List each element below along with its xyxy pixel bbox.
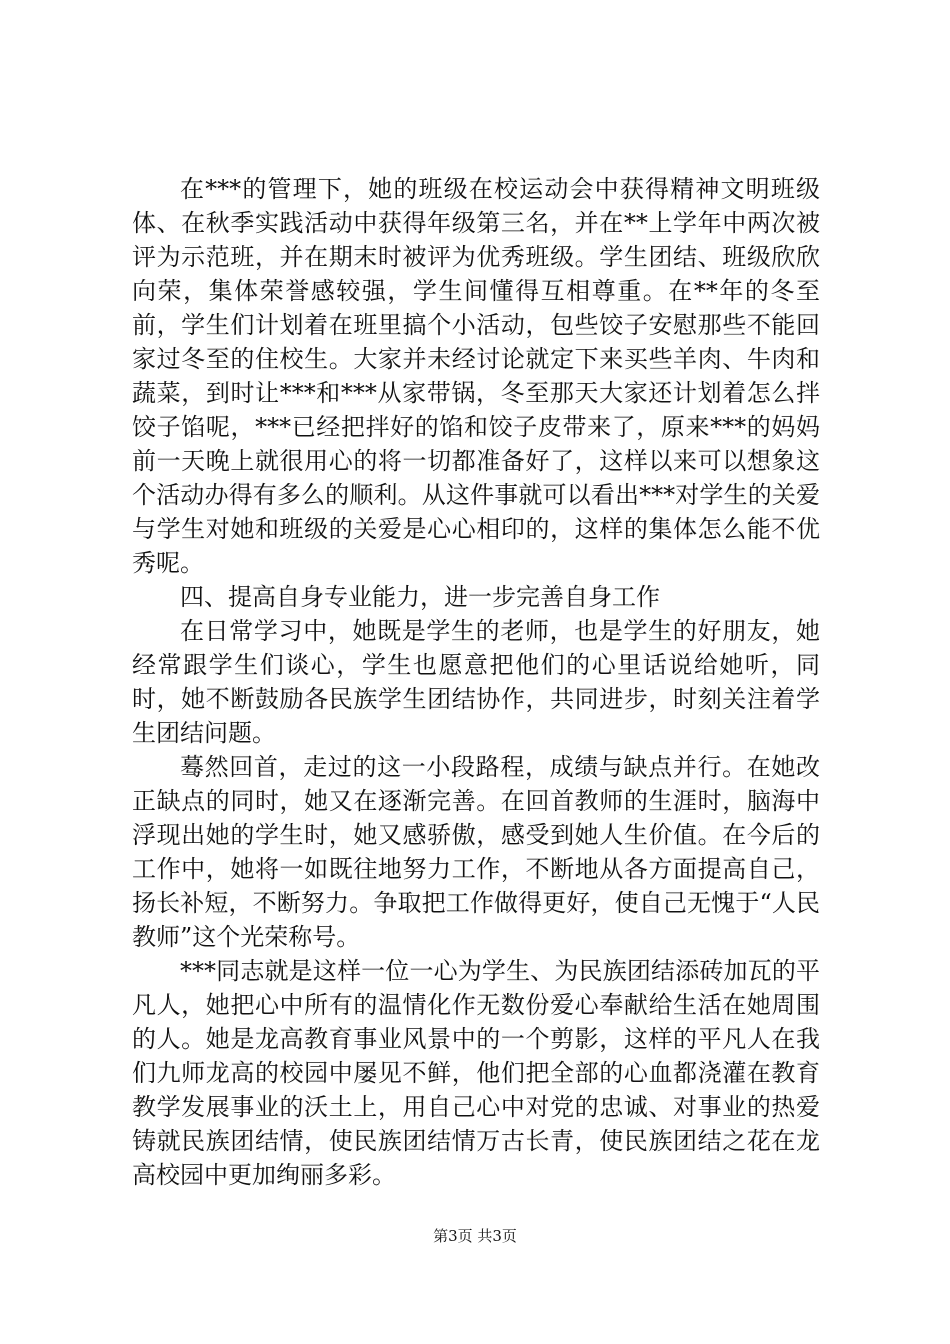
section-heading: 四、提高自身专业能力，进一步完善自身工作 <box>180 583 660 611</box>
paragraph-daily-study: 在日常学习中，她既是学生的老师，也是学生的好朋友，她经常跟学生们谈心，学生也愿意把他们的心里话说给她听，同时，她不断鼓励各民族学生团结协作，共同进步，时刻关注着学生团结问题。 <box>132 617 820 747</box>
paragraph-reflection: 蓦然回首，走过的这一小段路程，成绩与缺点并行。在她改正缺点的同时，她又在逐渐完善。在回首教师的生涯时，脑海中浮现出她的学生时，她又感骄傲，感受到她人生价值。在今后的工作中，她将一如既往地努力工作，不断地从各方面提高自己，扬长补短，不断努力。争取把工作做得更好，使自己无愧于“人民教师”这个光荣称号。 <box>132 753 820 951</box>
page-footer: 第3页 共3页 <box>433 1227 517 1245</box>
paragraph-conclusion: ***同志就是这样一位一心为学生、为民族团结添砖加瓦的平凡人，她把心中所有的温情化作无数份爱心奉献给生活在她周围的人。她是龙高教育事业风景中的一个剪影，这样的平凡人在我们九师龙高的校园中屡见不鲜，他们把全部的心血都浇灌在教育教学发展事业的沃土上，用自己心中对党的忠诚、对事业的热爱铸就民族团结情，使民族团结情万古长青，使民族团结之花在龙高校园中更加绚丽多彩。 <box>132 957 820 1189</box>
paragraph-class-achievements: 在***的管理下，她的班级在校运动会中获得精神文明班级体、在秋季实践活动中获得年级第三名，并在**上学年中两次被评为示范班，并在期末时被评为优秀班级。学生团结、班级欣欣向荣，集体荣誉感较强，学生间懂得互相尊重。在**年的冬至前，学生们计划着在班里搞个小活动，包些饺子安慰那些不能回家过冬至的住校生。大家并未经讨论就定下来买些羊肉、牛肉和蔬菜，到时让***和***从家带锅，冬至那天大家还计划着怎么拌饺子馅呢，***已经把拌好的馅和饺子皮带来了，原来***的妈妈前一天晚上就很用心的将一切都准备好了，这样以来可以想象这个活动办得有多么的顺利。从这件事就可以看出***对学生的关爱与学生对她和班级的关爱是心心相印的，这样的集体怎么能不优秀呢。 <box>132 175 820 577</box>
document-body <box>132 172 820 1192</box>
